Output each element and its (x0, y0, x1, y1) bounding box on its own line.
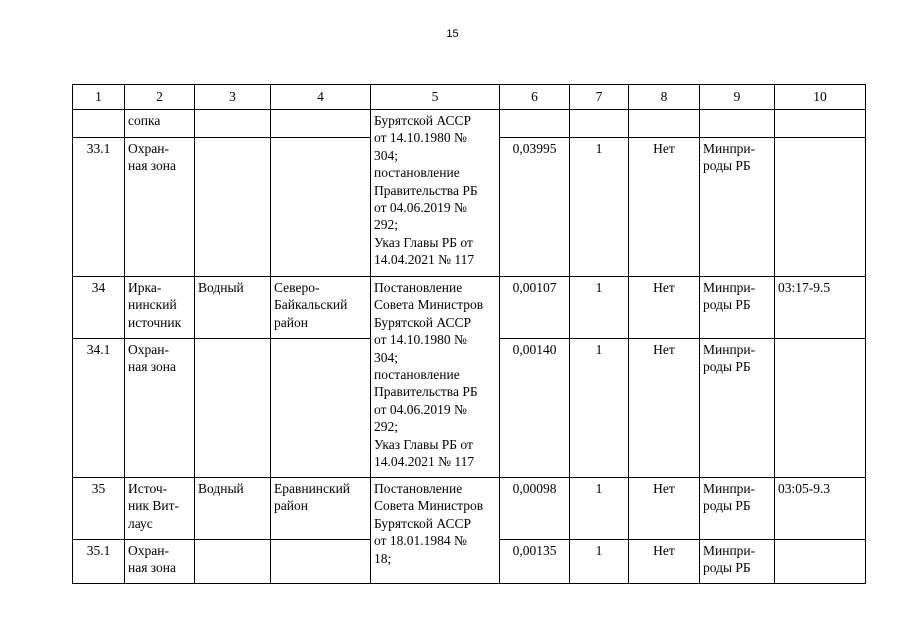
row-number: 35.1 (73, 540, 125, 584)
district (271, 138, 371, 277)
row-number: 33.1 (73, 138, 125, 277)
registry-code: 03:17-9.5 (775, 277, 866, 339)
row-number (73, 110, 125, 138)
object-type (195, 540, 271, 584)
district: Северо- Байкальский район (271, 277, 371, 339)
district (271, 110, 371, 138)
row-number: 35 (73, 478, 125, 540)
legal-document: Постановление Совета Министров Бурятской АССР от 14.10.1980 № 304; постановление Правительства РБ от 04.06.2019 № 292; Указ Главы РБ от 14.04.2021 № 117 (371, 277, 500, 478)
header-cell: 9 (700, 85, 775, 110)
row-number: 34 (73, 277, 125, 339)
area: 0,00140 (500, 339, 570, 478)
registry-code (775, 110, 866, 138)
header-cell: 3 (195, 85, 271, 110)
table-row (73, 277, 866, 339)
object-name: Ирка- нинский источник (125, 277, 195, 339)
category: 1 (570, 339, 629, 478)
table-header (73, 85, 866, 110)
area (500, 110, 570, 138)
district (271, 339, 371, 478)
category: 1 (570, 277, 629, 339)
header-cell: 6 (500, 85, 570, 110)
status (629, 110, 700, 138)
header-cell: 4 (271, 85, 371, 110)
object-type: Водный (195, 478, 271, 540)
object-name: Охран- ная зона (125, 138, 195, 277)
area: 0,03995 (500, 138, 570, 277)
organization: Минпри- роды РБ (700, 138, 775, 277)
table-row (73, 110, 866, 138)
table-row (73, 478, 866, 540)
district: Еравнинский район (271, 478, 371, 540)
header-cell: 8 (629, 85, 700, 110)
object-type (195, 110, 271, 138)
register-table (72, 84, 866, 584)
object-type (195, 339, 271, 478)
header-cell: 2 (125, 85, 195, 110)
object-name: сопка (125, 110, 195, 138)
organization (700, 110, 775, 138)
category: 1 (570, 478, 629, 540)
status: Нет (629, 540, 700, 584)
organization: Минпри- роды РБ (700, 277, 775, 339)
district (271, 540, 371, 584)
area: 0,00107 (500, 277, 570, 339)
object-name: Охран- ная зона (125, 339, 195, 478)
area: 0,00135 (500, 540, 570, 584)
organization: Минпри- роды РБ (700, 339, 775, 478)
organization: Минпри- роды РБ (700, 540, 775, 584)
registry-code (775, 138, 866, 277)
category: 1 (570, 540, 629, 584)
object-type (195, 138, 271, 277)
category (570, 110, 629, 138)
row-number: 34.1 (73, 339, 125, 478)
category: 1 (570, 138, 629, 277)
object-name: Охран- ная зона (125, 540, 195, 584)
legal-document: Бурятской АССР от 14.10.1980 № 304; постановление Правительства РБ от 04.06.2019 № 292; Указ Главы РБ от 14.04.2021 № 117 (371, 110, 500, 277)
status: Нет (629, 138, 700, 277)
object-type: Водный (195, 277, 271, 339)
status: Нет (629, 478, 700, 540)
header-cell: 7 (570, 85, 629, 110)
status: Нет (629, 339, 700, 478)
status: Нет (629, 277, 700, 339)
legal-document: Постановление Совета Министров Бурятской АССР от 18.01.1984 № 18; (371, 478, 500, 584)
header-cell: 10 (775, 85, 866, 110)
area: 0,00098 (500, 478, 570, 540)
header-cell: 5 (371, 85, 500, 110)
object-name: Источ- ник Вит- лаус (125, 478, 195, 540)
registry-code (775, 339, 866, 478)
header-cell: 1 (73, 85, 125, 110)
registry-code (775, 540, 866, 584)
organization: Минпри- роды РБ (700, 478, 775, 540)
page-number: 15 (446, 28, 459, 40)
registry-code: 03:05-9.3 (775, 478, 866, 540)
